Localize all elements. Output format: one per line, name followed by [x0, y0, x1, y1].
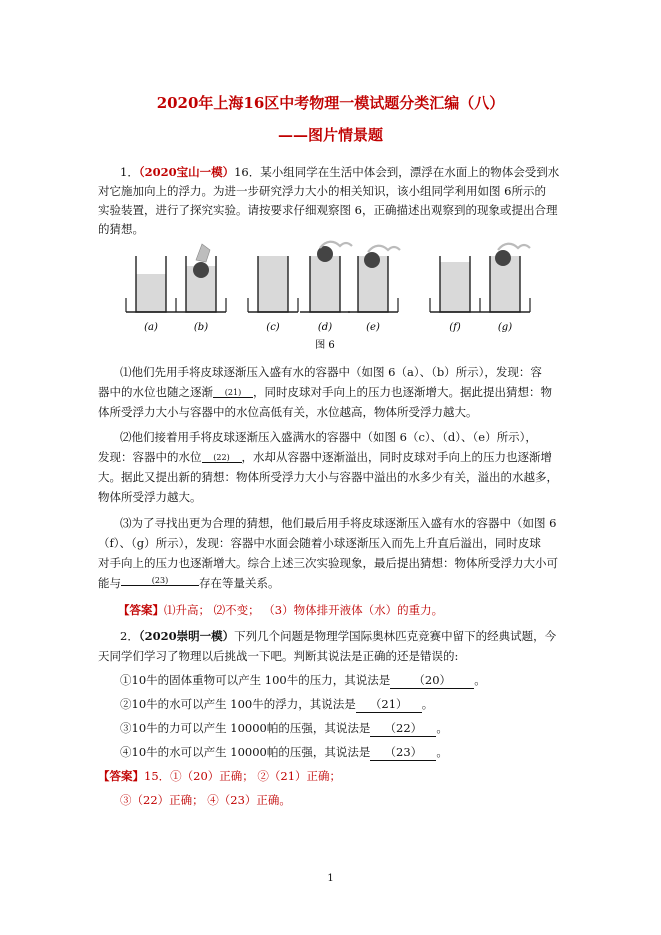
q1-p3-line1: ⑶为了寻找出更为合理的猜想，他们最后用手将皮球逐渐压入盛有水的容器中（如图 6 — [120, 516, 557, 530]
beaker-b — [176, 244, 226, 312]
q1-answer — [118, 602, 443, 618]
q1-p3-line4 — [98, 575, 280, 591]
q1-p3-text-b: 存在等量关系。 — [199, 576, 280, 590]
blank-23b: （23） — [370, 744, 436, 761]
q1-intro-text1: 16．某小组同学在生活中体会到，漂浮在水面上的物体会受到水 — [234, 165, 560, 179]
q2-item-3-end: 。 — [436, 721, 448, 735]
hand-icon — [498, 244, 530, 250]
page-title: 2020年上海16区中考物理一模试题分类汇编（八） — [156, 94, 505, 112]
beaker-c — [248, 256, 298, 312]
figure-6 — [120, 236, 540, 356]
q2-item-3 — [120, 720, 448, 737]
q1-source: （2020宝山一模） — [138, 165, 235, 179]
fig-label-e: (e) — [366, 322, 380, 333]
hand-icon — [368, 246, 400, 252]
q2-item-4-end: 。 — [436, 745, 448, 759]
fig-label-f: (f) — [449, 322, 461, 333]
q2-number: 2． — [120, 629, 139, 643]
q1-p1-line1: ⑴他们先用手将皮球逐渐压入盛有水的容器中（如图 6（a）、（b）所示），发现：容 — [120, 365, 542, 379]
q1-p3-line2: （f）、（g）所示），发现：容器中水面会随着小球逐渐压入而先上升直后溢出，同时皮球 — [98, 536, 541, 550]
fig-label-d: (d) — [317, 322, 333, 333]
q2-item-4-text: ④10牛的水可以产生 10000帕的压强，其说法是 — [120, 745, 371, 759]
q1-p2-line2 — [98, 449, 552, 465]
q1-p2-text-b: ，水却从容器中逐渐溢出，同时皮球对手向上的压力也逐渐增 — [241, 450, 552, 464]
q2-answer-label: 【答案】 — [98, 769, 144, 783]
blank-20: （20） — [390, 672, 474, 689]
q1-intro-line1 — [120, 164, 559, 180]
q1-answer-text: ⑴升高； ⑵不变； （3）物体排开液体（水）的重力。 — [164, 603, 444, 617]
q2-answer-text1: 15．①（20）正确； ②（21）正确； — [144, 769, 342, 783]
q1-p2-text-a: 发现：容器中的水位 — [98, 450, 202, 464]
fig-label-a: (a) — [144, 322, 158, 333]
blank-21: (21) — [213, 388, 253, 398]
q1-intro-line4: 的猜想。 — [98, 222, 144, 236]
q2-item-1-text: ①10牛的固体重物可以产生 100牛的压力，其说法是 — [120, 673, 391, 687]
q1-p1-text-a: 器中的水位也随之逐渐 — [98, 385, 213, 399]
fig-label-g: (g) — [497, 322, 513, 333]
q2-item-2-end: 。 — [421, 697, 434, 711]
q1-p1-line2 — [98, 384, 552, 400]
q2-item-4 — [120, 744, 448, 761]
q2-intro-line2: 天同学们学习了物理以后挑战一下吧。判断其说法是正确的还是错误的: — [98, 649, 459, 663]
page-number: 1 — [327, 873, 334, 884]
q1-p2-line3: 大。据此又提出新的猜想：物体所受浮力大小与容器中溢出的水多少有关，溢出的水越多， — [98, 470, 558, 484]
q1-number: 1． — [120, 165, 139, 179]
q1-p3-line3: 对手向上的压力也逐渐增大。综合上述三次实验现象，最后提出猜想：物体所受浮力大小可 — [98, 556, 558, 570]
q1-p1-line3: 体所受浮力大小与容器中的水位高低有关，水位越高，物体所受浮力越大。 — [98, 405, 478, 419]
blank-23: (23) — [121, 576, 199, 586]
q1-p1-text-b: ，同时皮球对手向上的压力也逐渐增大。据此提出猜想：物 — [253, 385, 552, 399]
q1-p2-line4: 物体所受浮力越大。 — [98, 490, 202, 504]
q1-intro-line3: 实验装置，进行了探究实验。请按要求仔细观察图 6，正确描述出观察到的现象或提出合理 — [98, 203, 558, 217]
beaker-g — [480, 244, 530, 312]
blank-22: (22) — [202, 453, 242, 463]
blank-21b: （21） — [356, 696, 422, 713]
q2-item-1 — [120, 672, 486, 689]
q1-p2-line1: ⑵他们接着用手将皮球逐渐压入盛满水的容器中（如图 6（c）、（d）、（e）所示）， — [120, 430, 537, 444]
q1-answer-label: 【答案】 — [118, 603, 164, 617]
figure-caption: 图 6 — [315, 340, 335, 351]
blank-22b: （22） — [370, 720, 436, 737]
hand-icon — [196, 244, 210, 262]
beaker-f — [430, 256, 480, 312]
q1-p3-text-a: 能与 — [98, 576, 121, 590]
q2-source: （2020崇明一模） — [138, 629, 235, 643]
q2-answer-line1 — [98, 768, 341, 784]
q2-item-1-end: 。 — [474, 673, 486, 687]
q2-item-3-text: ③10牛的力可以产生 10000帕的压强，其说法是 — [120, 721, 371, 735]
beaker-e — [348, 246, 400, 312]
beaker-d — [300, 242, 352, 312]
q2-intro-text1: 下列几个问题是物理学国际奥林匹克竞赛中留下的经典试题，今 — [234, 629, 557, 643]
fig-label-c: (c) — [266, 322, 280, 333]
q2-answer-line2: ③（22）正确； ④（23）正确。 — [120, 793, 291, 807]
fig-label-b: (b) — [193, 322, 209, 333]
q2-item-2 — [120, 696, 433, 713]
q2-intro-line1 — [120, 628, 556, 644]
page-subtitle: ——图片情景题 — [277, 126, 383, 144]
beaker-a — [126, 256, 176, 312]
q1-intro-line2: 对它施加向上的浮力。为进一步研究浮力大小的相关知识，该小组同学利用如图 6所示的 — [98, 184, 546, 198]
q2-item-2-text: ②10牛的水可以产生 100牛的浮力，其说法是 — [120, 697, 356, 711]
